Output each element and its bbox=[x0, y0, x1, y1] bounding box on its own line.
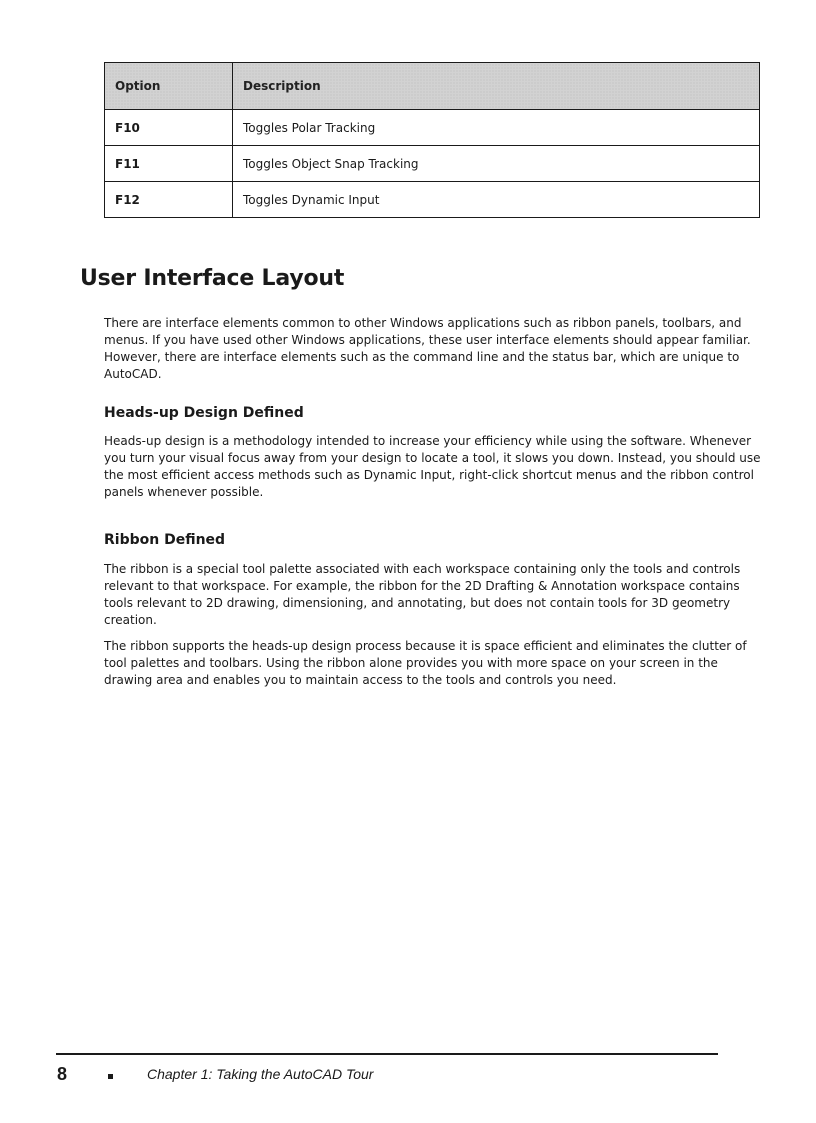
table-row bbox=[105, 110, 760, 146]
options-table bbox=[104, 62, 760, 218]
section-title: User Interface Layout bbox=[80, 266, 345, 291]
description-cell: Toggles Polar Tracking bbox=[233, 110, 760, 146]
option-cell: F11 bbox=[105, 146, 233, 182]
subsection-title-ribbon: Ribbon Defined bbox=[104, 532, 226, 548]
header-option: Option bbox=[105, 63, 233, 110]
ribbon-paragraph-1: The ribbon is a special tool palette associated with each workspace containing only the tools and controls relevant to that workspace. For example, the ribbon for the 2D Drafting & Annotation workspace contains tools relevant to 2D drawing, dimensioning, and annotating, but does not contain tools for 3D geometry creation. bbox=[104, 562, 741, 627]
footer-bullet bbox=[108, 1074, 113, 1079]
heads-up-paragraph: Heads-up design is a methodology intended to increase your efficiency while using the software. Whenever you turn your visual focus away from your design to locate a tool, it slows you down. Instead, you should use the most efficient access methods such as Dynamic Input, right-click shortcut menus and the ribbon control panels whenever possible. bbox=[104, 434, 761, 499]
description-cell: Toggles Dynamic Input bbox=[233, 182, 760, 218]
chapter-title: Chapter 1: Taking the AutoCAD Tour bbox=[147, 1066, 374, 1082]
section-intro-paragraph: There are interface elements common to other Windows applications such as ribbon panels, toolbars, and menus. If you have used other Windows applications, these user interface elements should appear familiar. However, there are interface elements such as the command line and the status bar, which are unique to AutoCAD. bbox=[104, 316, 751, 381]
table-row bbox=[105, 182, 760, 218]
option-cell: F12 bbox=[105, 182, 233, 218]
option-cell: F10 bbox=[105, 110, 233, 146]
subsection-title-heads-up: Heads-up Design Defined bbox=[104, 405, 304, 421]
page-number: 8 bbox=[57, 1064, 68, 1084]
table-header-row bbox=[105, 63, 760, 110]
footer-rule bbox=[56, 1053, 718, 1055]
ribbon-paragraph-2: The ribbon supports the heads-up design process because it is space efficient and eliminates the clutter of tool palettes and toolbars. Using the ribbon alone provides you with more space on your screen in the drawing area and enables you to maintain access to the tools and controls you need. bbox=[104, 639, 747, 687]
description-cell: Toggles Object Snap Tracking bbox=[233, 146, 760, 182]
header-description: Description bbox=[233, 63, 760, 110]
table-row bbox=[105, 146, 760, 182]
